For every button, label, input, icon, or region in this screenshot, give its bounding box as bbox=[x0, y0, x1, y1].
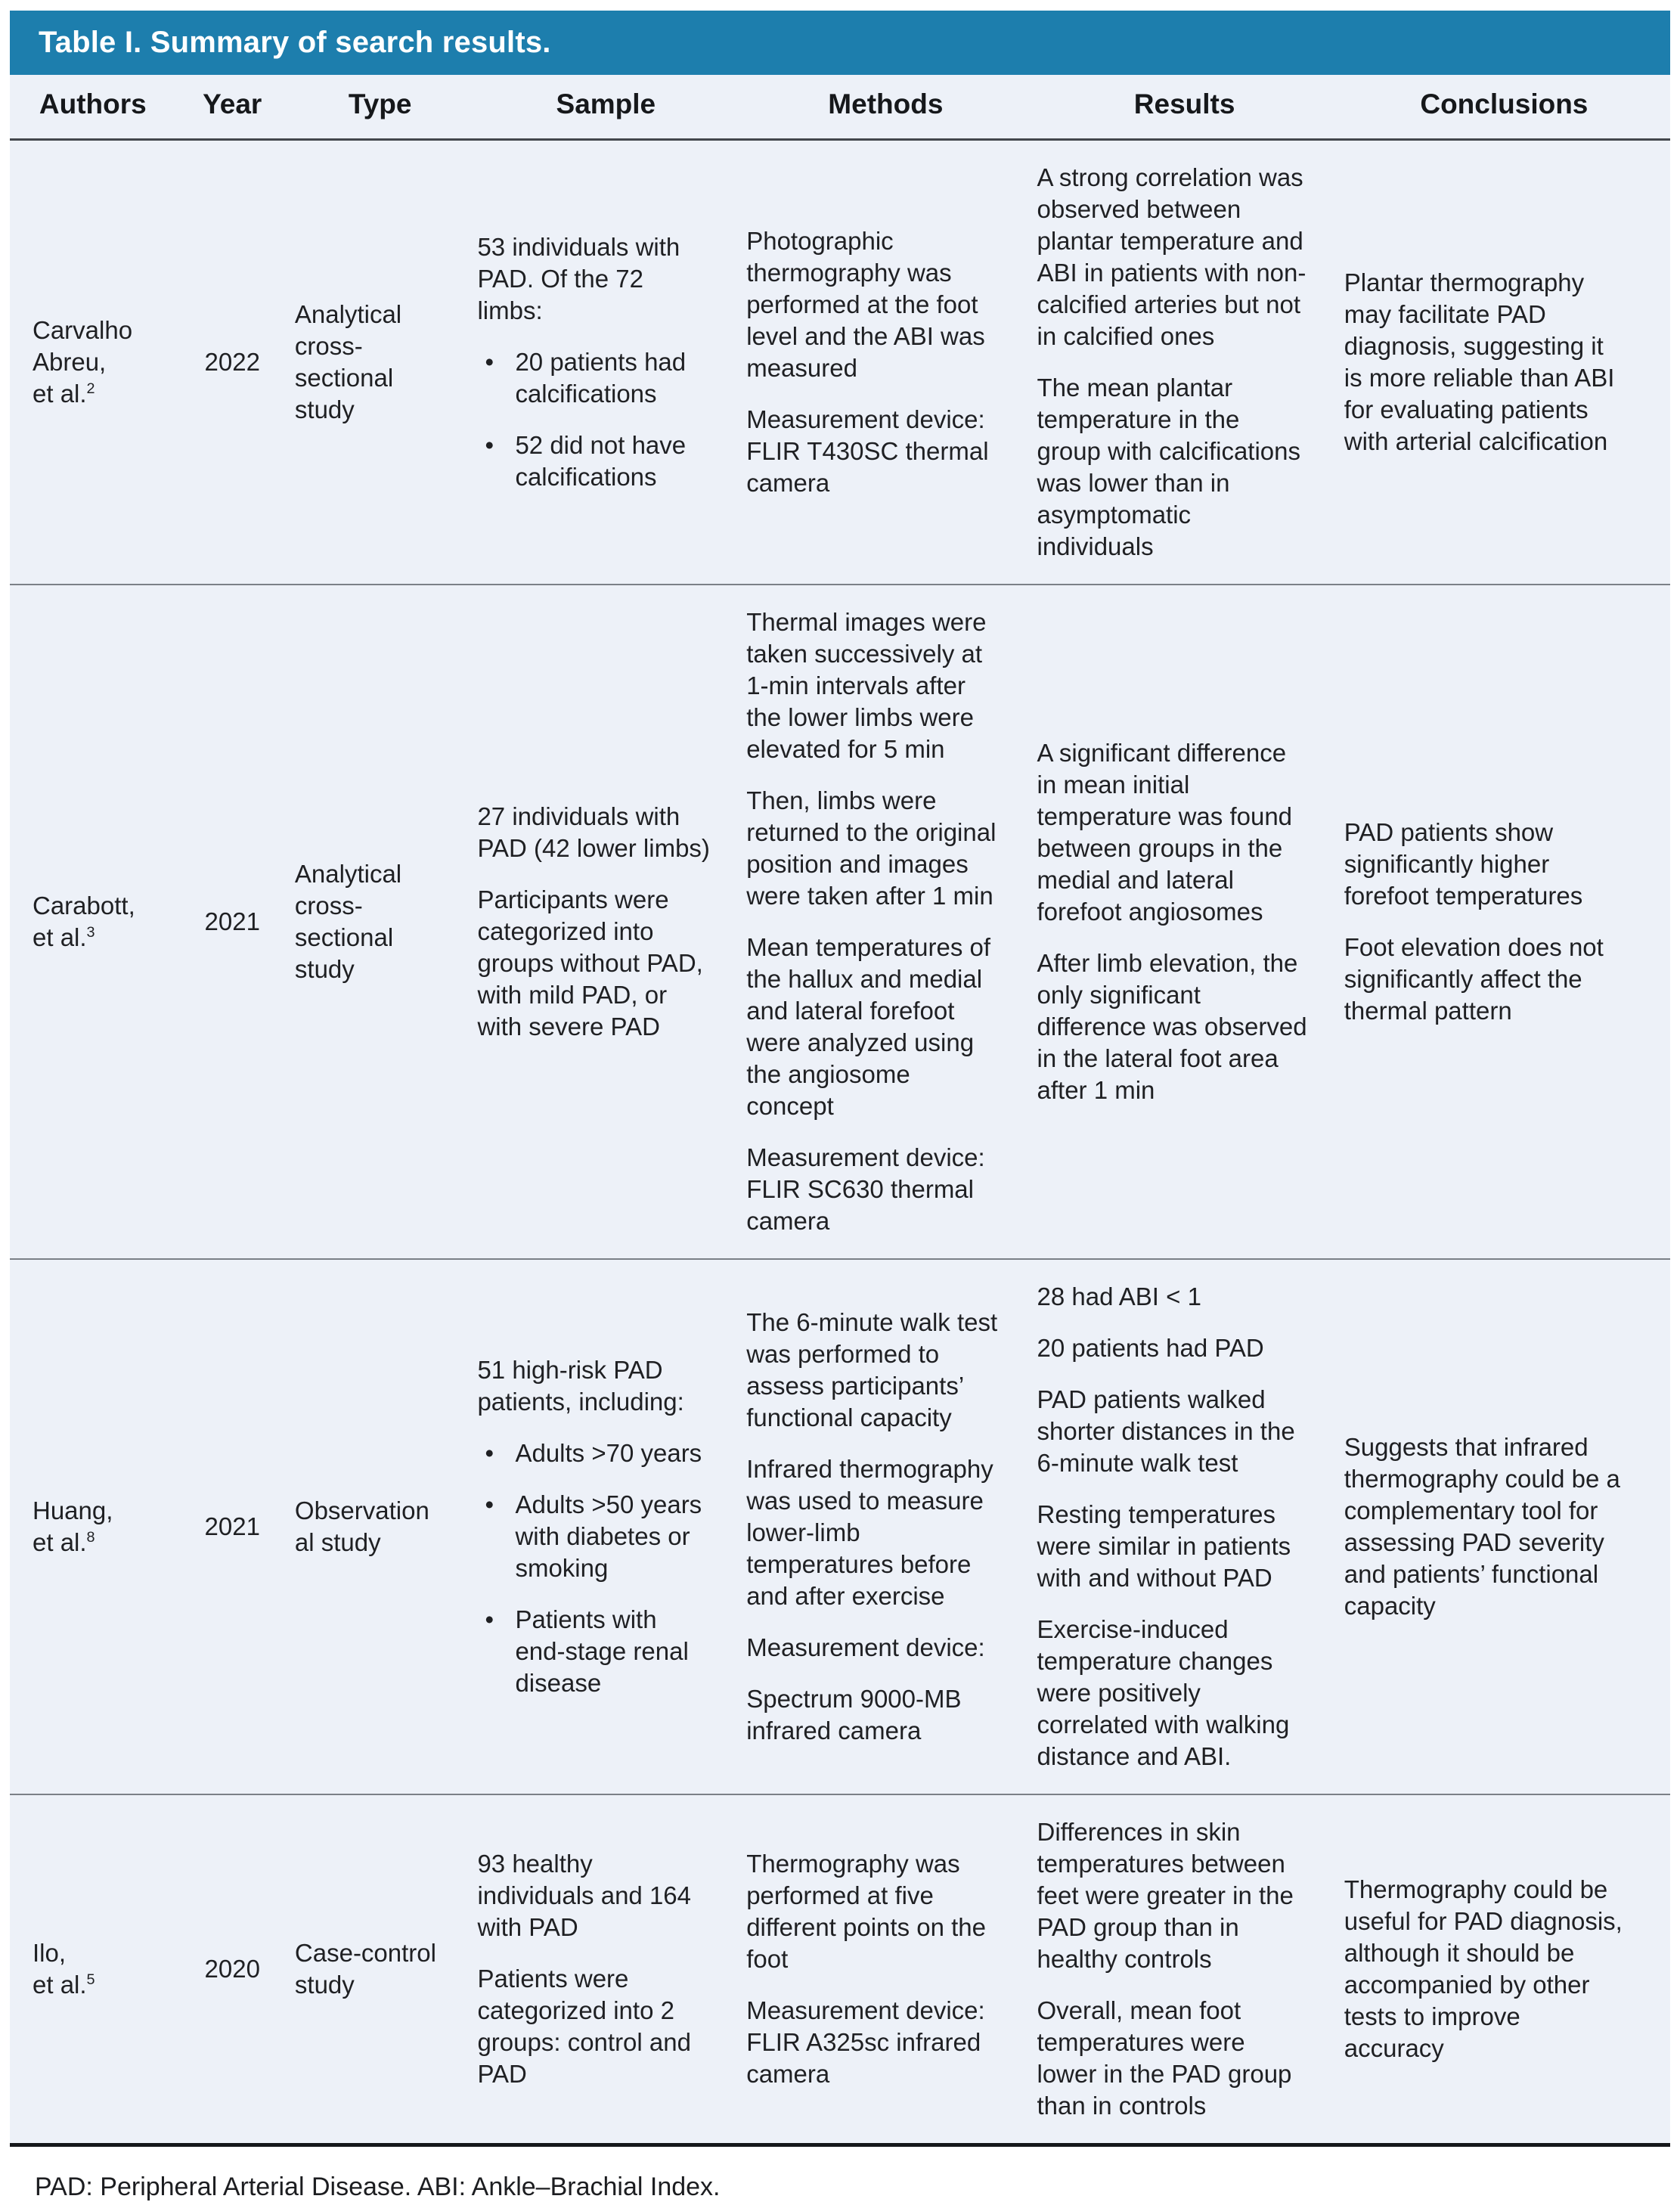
cell-paragraph: Participants were categorized into groups without PAD, with mild PAD, or with severe PAD bbox=[477, 885, 703, 1041]
sample-cell bbox=[471, 1259, 740, 1794]
header-row bbox=[10, 75, 1670, 140]
cell-paragraph: Thermography was performed at five different points on the foot bbox=[746, 1850, 986, 1973]
list-item: • 52 did not have calcifications bbox=[485, 431, 687, 491]
list-item: • Patients with end-stage renal disease bbox=[485, 1605, 689, 1697]
cell-paragraph: Thermography could be useful for PAD diagnosis, although it should be accompanied by other tests to improve accuracy bbox=[1344, 1875, 1623, 2062]
cell-paragraph: A strong correlation was observed between plantar temperature and ABI in patients with non-calcified arteries but not in calcified ones bbox=[1037, 163, 1306, 350]
cell-paragraph: Measurement device: FLIR SC630 thermal camera bbox=[746, 1143, 985, 1235]
methods-cell bbox=[740, 140, 1031, 585]
cell-paragraph: The mean plantar temperature in the group with calcifications was lower than in asymptomatic individuals bbox=[1037, 374, 1300, 560]
conclusions-cell bbox=[1338, 140, 1670, 585]
authors-cell bbox=[10, 585, 176, 1259]
bullet-icon: • bbox=[485, 1605, 494, 1633]
table-footnote: PAD: Peripheral Arterial Disease. ABI: Ankle–Brachial Index. bbox=[0, 2147, 1680, 2202]
sample-cell bbox=[471, 140, 740, 585]
cell-paragraph: Exercise-induced temperature changes were positively correlated with walking distance and ABI. bbox=[1037, 1615, 1290, 1770]
methods-cell bbox=[740, 1794, 1031, 2143]
cell-paragraph: Overall, mean foot temperatures were lower in the PAD group than in controls bbox=[1037, 1996, 1292, 2120]
bullet-list bbox=[477, 1438, 711, 1699]
bullet-list bbox=[477, 346, 711, 493]
table-title-bar bbox=[10, 11, 1670, 75]
bullet-icon: • bbox=[485, 1439, 494, 1467]
table-row bbox=[10, 585, 1670, 1259]
cell-paragraph: Suggests that infrared thermography could be a complementary tool for assessing PAD severity and patients’ functional capacity bbox=[1344, 1433, 1620, 1620]
type-cell: Observational study bbox=[289, 1259, 472, 1794]
cell-paragraph: Then, limbs were returned to the original position and images were taken after 1 min bbox=[746, 786, 997, 910]
author-name-line: Huang, bbox=[33, 1496, 113, 1524]
bullet-icon: • bbox=[485, 1490, 494, 1518]
type-cell: Case-control study bbox=[289, 1794, 472, 2143]
reference-superscript: 2 bbox=[86, 380, 95, 397]
reference-superscript: 8 bbox=[86, 1529, 95, 1546]
cell-paragraph: Plantar thermography may facilitate PAD diagnosis, suggesting it is more reliable than ABI for evaluating patients with arterial calcification bbox=[1344, 268, 1615, 455]
sample-cell bbox=[471, 585, 740, 1259]
author-name-line: Ilo, bbox=[33, 1939, 67, 1967]
year-cell: 2022 bbox=[204, 348, 260, 376]
cell-paragraph: The 6-minute walk test was performed to assess participants’ functional capacity bbox=[746, 1308, 998, 1431]
table-title: Table I. Summary of search results. bbox=[39, 26, 551, 59]
author-etal-line: et al.$^5$ bbox=[33, 1971, 95, 1999]
cell-paragraph: Differences in skin temperatures between feet were greater in the PAD group than in healthy controls bbox=[1037, 1818, 1294, 1973]
results-cell bbox=[1031, 1259, 1338, 1794]
results-cell bbox=[1031, 140, 1338, 585]
reference-superscript: 5 bbox=[86, 1971, 95, 1988]
column-header-conclusions: Conclusions bbox=[1338, 75, 1670, 140]
year-cell: 2021 bbox=[176, 585, 289, 1259]
author-etal-line: et al.$^3$ bbox=[33, 923, 95, 951]
cell-paragraph: 53 individuals with PAD. Of the 72 limbs: bbox=[477, 233, 680, 324]
cell-paragraph: 51 high-risk PAD patients, including: bbox=[477, 1356, 684, 1416]
column-header-sample: Sample bbox=[471, 75, 740, 140]
author-name-line: Carvalho bbox=[33, 316, 133, 344]
authors-cell bbox=[10, 140, 176, 585]
conclusions-cell bbox=[1338, 1259, 1670, 1794]
cell-paragraph: Resting temperatures were similar in patients with and without PAD bbox=[1037, 1500, 1291, 1592]
cell-paragraph: 20 patients had PAD bbox=[1037, 1334, 1264, 1362]
cell-paragraph: 28 had ABI < 1 bbox=[1037, 1282, 1201, 1310]
cell-paragraph: 27 individuals with PAD (42 lower limbs) bbox=[477, 802, 710, 862]
type-cell: Analytical cross-sectional study bbox=[294, 300, 402, 423]
year-cell: 2020 bbox=[176, 1794, 289, 2143]
cell-paragraph: 93 healthy individuals and 164 with PAD bbox=[477, 1850, 691, 1941]
cell-paragraph: Infrared thermography was used to measure lower-limb temperatures before and after exercise bbox=[746, 1455, 993, 1610]
conclusions-cell bbox=[1338, 1794, 1670, 2143]
table-row bbox=[10, 1259, 1670, 1794]
column-header-results: Results bbox=[1031, 75, 1338, 140]
table-row bbox=[10, 1794, 1670, 2143]
methods-cell bbox=[740, 585, 1031, 1259]
list-item: • Adults >70 years bbox=[477, 1438, 711, 1469]
methods-cell bbox=[740, 1259, 1031, 1794]
list-item: • Adults >50 years with diabetes or smoking bbox=[485, 1490, 702, 1582]
reference-superscript: 3 bbox=[86, 924, 95, 941]
summary-table-card bbox=[10, 11, 1670, 2147]
cell-paragraph: Spectrum 9000-MB infrared camera bbox=[746, 1685, 962, 1745]
year-cell: 2021 bbox=[176, 1259, 289, 1794]
results-cell bbox=[1031, 585, 1338, 1259]
cell-paragraph: PAD patients walked shorter distances in the 6-minute walk test bbox=[1037, 1385, 1295, 1477]
type-cell: Analytical cross-sectional study bbox=[289, 585, 472, 1259]
bullet-icon: • bbox=[485, 431, 494, 459]
conclusions-cell bbox=[1338, 585, 1670, 1259]
cell-paragraph: Foot elevation does not significantly affect the thermal pattern bbox=[1344, 933, 1604, 1025]
column-header-authors: Authors bbox=[10, 75, 176, 140]
author-etal-line: et al.$^8$ bbox=[33, 1528, 95, 1556]
cell-paragraph: Patients were categorized into 2 groups: control and PAD bbox=[477, 1965, 691, 2088]
cell-paragraph: Measurement device: FLIR A325sc infrared camera bbox=[746, 1996, 985, 2088]
column-header-methods: Methods bbox=[740, 75, 1031, 140]
list-item: • 20 patients had calcifications bbox=[485, 348, 687, 408]
search-results-table bbox=[10, 75, 1670, 2143]
cell-paragraph: After limb elevation, the only significant difference was observed in the lateral foot area after 1 min bbox=[1037, 949, 1307, 1104]
author-name-line: Abreu, bbox=[33, 348, 107, 376]
author-etal-line: et al.$^2$ bbox=[33, 380, 95, 408]
authors-cell bbox=[10, 1259, 176, 1794]
column-header-type: Type bbox=[289, 75, 472, 140]
page bbox=[0, 11, 1680, 2201]
cell-paragraph: Photographic thermography was performed at the foot level and the ABI was measured bbox=[746, 227, 985, 382]
author-name-line: Carabott, bbox=[33, 892, 135, 920]
cell-paragraph: PAD patients show significantly higher forefoot temperatures bbox=[1344, 818, 1583, 910]
cell-paragraph: Measurement device: bbox=[746, 1633, 985, 1661]
bullet-icon: • bbox=[485, 348, 494, 376]
column-header-year: Year bbox=[176, 75, 289, 140]
sample-cell bbox=[471, 1794, 740, 2143]
results-cell bbox=[1031, 1794, 1338, 2143]
cell-paragraph: Mean temperatures of the hallux and medial and lateral forefoot were analyzed using the angiosome concept bbox=[746, 933, 991, 1120]
cell-paragraph: A significant difference in mean initial temperature was found between groups in the medial and lateral forefoot angiosomes bbox=[1037, 739, 1293, 926]
cell-paragraph: Thermal images were taken successively at 1-min intervals after the lower limbs were elevated for 5 min bbox=[746, 608, 987, 763]
table-row bbox=[10, 140, 1670, 585]
cell-paragraph: Measurement device: FLIR T430SC thermal camera bbox=[746, 405, 989, 497]
authors-cell bbox=[10, 1794, 176, 2143]
